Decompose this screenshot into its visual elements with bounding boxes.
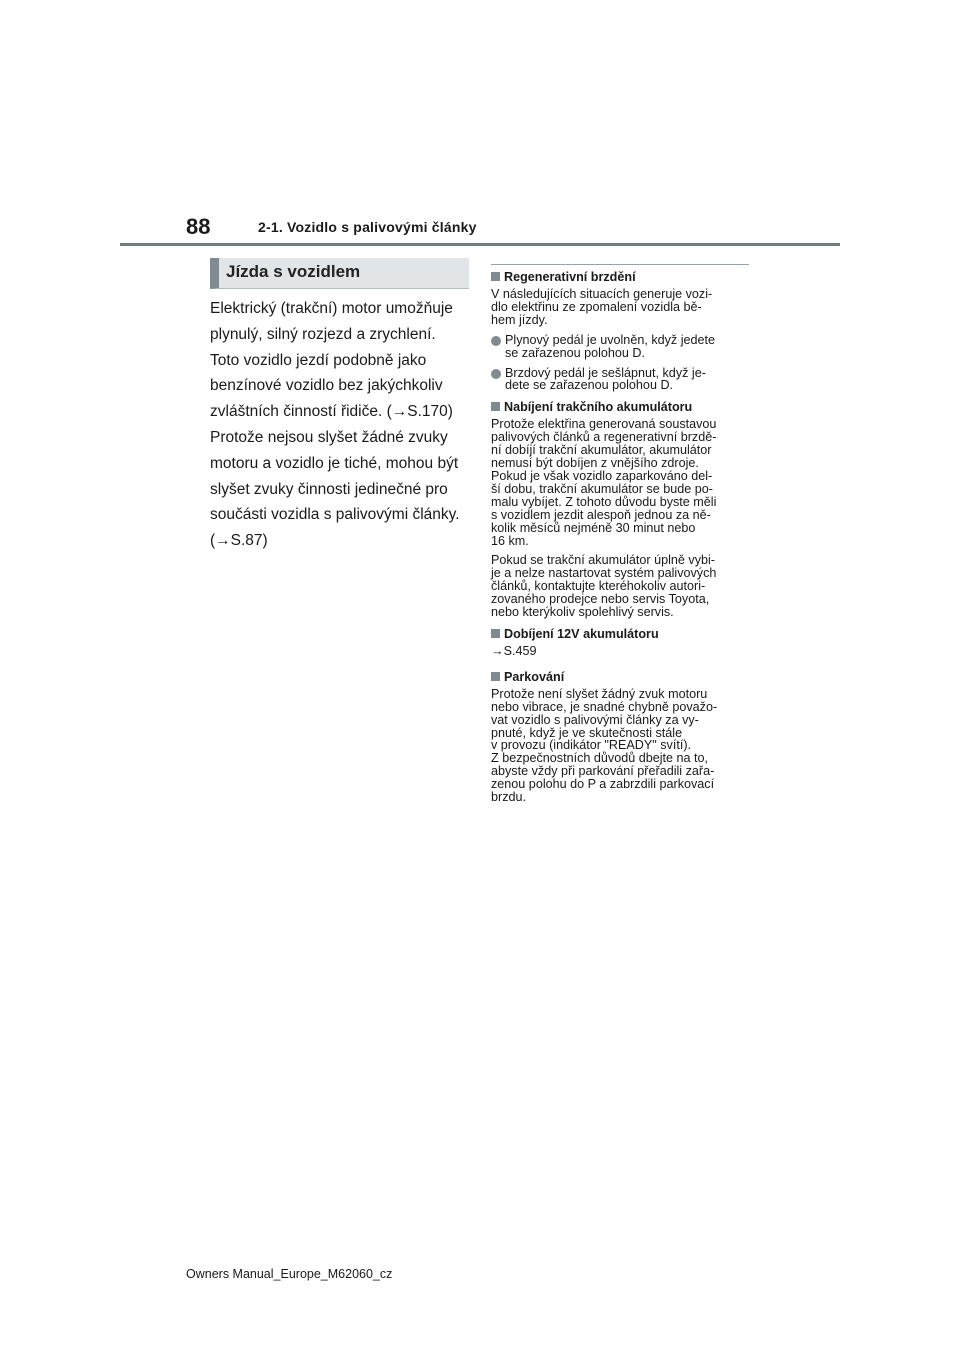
header-divider [120, 243, 840, 246]
subheading-charging-label: Nabíjení trakčního akumulátoru [504, 400, 693, 415]
right-column [491, 264, 749, 811]
square-bullet-icon [491, 672, 500, 681]
subheading-regen [491, 269, 749, 285]
regen-bullet-2 [491, 367, 749, 393]
circle-bullet-icon [491, 336, 501, 346]
square-bullet-icon [491, 402, 500, 411]
footer-manual-id: Owners Manual_Europe_M62060_cz [186, 1267, 393, 1281]
subheading-parking [491, 669, 749, 685]
charging-text-2: Pokud se trakční akumulátor úplně vybi- je a nelze nastartovat systém palivových článků, kontaktujte kteréhokoliv autori- zovaného prodejce nebo servis Toyota, nebo kterýkoliv spolehlivý servis. [491, 553, 717, 620]
left-column [210, 258, 469, 554]
column-top-rule [491, 264, 749, 265]
circle-bullet-icon [491, 369, 501, 379]
charging-text-1: Protože elektřina generovaná soustavou palivových článků a regenerativní brzdě- ní dobíjí trakční akumulátor, akumulátor nemusí být dobíjen z vnějšího zdroje. Pokud je však vozidlo zaparkováno del- ší dobu, trakční akumulátor se bude po- malu vybíjet. Z tohoto důvodu byste měli s vozidlem jezdit alespoň jednou za ně- kolik měsíců nejméně 30 minut nebo 16 km. [491, 417, 717, 548]
intro-paragraph: Elektrický (trakční) motor umožňuje plynulý, silný rozjezd a zrychlení. Toto vozidlo jezdí podobně jako benzínové vozidlo bez jakýchkoliv zvláštních činností řidiče. (→S.170) Protože nejsou slyšet žádné zvuky motoru a vozidlo je tiché, mohou být slyšet zvuky činnosti jedinečné pro součásti vozidla s palivovými články. (→S.87) [210, 300, 460, 550]
subheading-regen-label: Regenerativní brzdění [504, 270, 636, 284]
subheading-12v [491, 626, 749, 642]
subheading-charging [491, 399, 749, 415]
section-title: 2-1. Vozidlo s palivovými články [258, 219, 477, 235]
subheading-12v-label: Dobíjení 12V akumulátoru [504, 626, 659, 641]
section-heading: Jízda s vozidlem [226, 262, 361, 281]
square-bullet-icon [491, 272, 500, 281]
regen-bullet-1 [491, 334, 749, 360]
regen-text: V následujících situacích generuje vozi- dlo elektřinu ze zpomalení vozidla bě- hem jízdy. [491, 287, 713, 327]
subheading-parking-label: Parkování [504, 669, 565, 684]
battery-12v-reference: →S.459 [491, 643, 537, 658]
square-bullet-icon [491, 629, 500, 638]
page-number: 88 [186, 214, 211, 239]
section-heading-box [210, 258, 469, 289]
parking-text: Protože není slyšet žádný zvuk motoru nebo vibrace, je snadné chybně považo- vat vozidlo s palivovými články za vy- pnuté, když je ve skutečnosti stále v provozu (indikátor "READY" svítí). Z bezpečnostních důvodů dbejte na to, abyste vždy při parkování přeřadili zařa- zenou polohu do P a zabrzdili parkovací brzdu. [491, 686, 718, 805]
regen-bullet-1-text: Plynový pedál je uvolněn, když jedete se zařazenou polohou D. [505, 332, 716, 360]
regen-bullet-2-text: Brzdový pedál je sešlápnut, když je- dete se zařazenou polohou D. [505, 365, 706, 393]
